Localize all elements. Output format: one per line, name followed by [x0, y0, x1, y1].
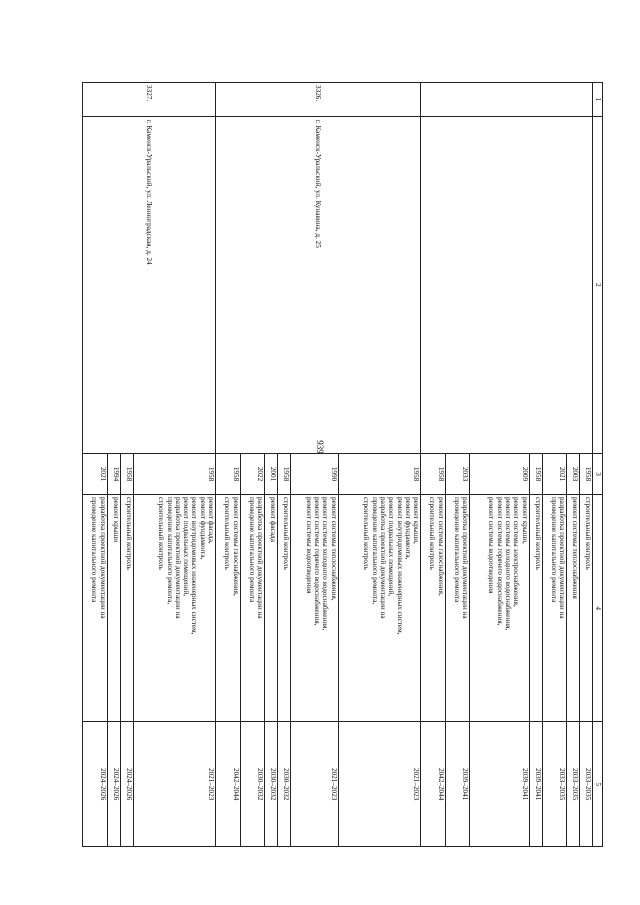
work-line: ремонт системы холодного водоснабжения, — [503, 497, 512, 631]
period-cell: 2024–2026 — [107, 722, 120, 847]
table-row — [580, 83, 593, 847]
work-line: строительный контроль — [584, 497, 592, 570]
work-type-cell — [529, 495, 542, 722]
header-cell-num: 1 — [593, 83, 603, 117]
work-line: ремонт системы горячего водоснабжения, — [495, 497, 504, 626]
address-cell — [421, 116, 593, 453]
work-type-cell — [265, 495, 278, 722]
work-type-cell — [133, 495, 215, 722]
work-type-cell — [470, 495, 529, 722]
table-row — [133, 83, 215, 847]
work-line: ремонт фундамента, — [198, 497, 207, 560]
work-line: ремонт внутридомовых инженерных систем, — [190, 497, 199, 635]
year-cell: 2033 — [445, 453, 470, 494]
work-type-cell — [278, 495, 291, 722]
table-row — [338, 83, 420, 847]
work-line: строительный контроль — [282, 497, 291, 570]
object-number-cell: 3326. — [216, 83, 421, 117]
work-line: строительный контроль — [428, 497, 437, 570]
work-type-cell — [240, 495, 265, 722]
header-cell-address: 2 — [593, 116, 603, 453]
work-line: проведение капитального ремонта — [90, 497, 99, 603]
period-cell: 2042–2044 — [216, 722, 241, 847]
work-line: ремонт системы электроснабжения, — [512, 497, 521, 607]
work-type-cell — [338, 495, 420, 722]
work-type-cell — [107, 495, 120, 722]
work-line: ремонт крыши, — [412, 497, 421, 544]
address-cell: г. Каменск-Уральский, ул. Ленинградская, д. 24 — [83, 116, 216, 453]
year-cell: 1958 — [529, 453, 542, 494]
work-line: строительный контроль — [157, 497, 166, 570]
year-cell: 2021 — [542, 453, 567, 494]
work-line: проведение капитального ремонта — [549, 497, 558, 603]
work-type-cell — [542, 495, 567, 722]
work-type-cell — [83, 495, 108, 722]
year-cell: 1994 — [107, 453, 120, 494]
work-line: проведение капитального ремонта — [247, 497, 256, 603]
work-line: строительный контроль — [362, 497, 371, 570]
period-cell: 2021–2023 — [291, 722, 339, 847]
work-type-cell — [291, 495, 339, 722]
period-cell: 2039–2041 — [529, 722, 542, 847]
work-type-cell — [567, 495, 580, 722]
year-cell: 2022 — [240, 453, 265, 494]
header-cell-period: 5 — [593, 722, 603, 847]
period-cell: 2033–2035 — [567, 722, 580, 847]
period-cell: 2024–2026 — [83, 722, 108, 847]
work-line: проведение капитального ремонта — [452, 497, 461, 603]
header-cell-work: 4 — [593, 495, 603, 722]
repair-schedule-table — [82, 82, 603, 847]
work-line: ремонт системы газоснабжения, — [231, 497, 240, 596]
period-cell: 2033–2035 — [542, 722, 567, 847]
work-line: разработка проектной документации на — [98, 497, 107, 619]
work-line: разработка проектной документации на — [461, 497, 470, 619]
work-line: ремонт подвальных помещений, — [387, 497, 396, 597]
year-cell: 2003 — [567, 453, 580, 494]
period-cell: 2039–2041 — [470, 722, 529, 847]
work-line: разработка проектной документации на — [379, 497, 388, 619]
work-line: проведение капитального ремонта, — [370, 497, 379, 605]
work-line: ремонт системы водоотведения — [304, 497, 313, 594]
work-line: ремонт подвальных помещений, — [182, 497, 191, 597]
period-cell: 2024–2026 — [120, 722, 133, 847]
work-line: ремонт системы теплоснабжения — [571, 497, 580, 599]
page-number: 939 — [315, 440, 325, 454]
work-line: ремонт крыши — [111, 497, 120, 543]
year-cell: 2009 — [470, 453, 529, 494]
period-cell: 2030–2032 — [265, 722, 278, 847]
year-cell: 1990 — [291, 453, 339, 494]
period-cell: 2030–2032 — [278, 722, 291, 847]
work-line: ремонт системы теплоснабжения, — [329, 497, 338, 601]
year-cell: 1958 — [133, 453, 215, 494]
work-line: ремонт фасада, — [207, 497, 216, 544]
period-cell: 2021–2023 — [133, 722, 215, 847]
year-cell: 1958 — [278, 453, 291, 494]
object-number-cell: 3327. — [83, 83, 216, 117]
work-line: разработка проектной документации на — [256, 497, 265, 619]
work-line: строительный контроль — [124, 497, 133, 570]
year-cell: 1958 — [120, 453, 133, 494]
period-cell: 2030–2032 — [240, 722, 265, 847]
work-line: ремонт системы газоснабжения, — [436, 497, 445, 596]
work-line: ремонт системы горячего водоснабжения, — [313, 497, 322, 626]
work-type-cell — [580, 495, 593, 722]
period-cell: 2033–2035 — [580, 722, 593, 847]
period-cell: 2021–2023 — [338, 722, 420, 847]
work-line: ремонт фундамента, — [403, 497, 412, 560]
work-type-cell — [120, 495, 133, 722]
table-body — [83, 83, 593, 847]
address-cell: г. Каменск-Уральский, ул. Кунавина, д. 25 — [216, 116, 421, 453]
work-line: разработка проектной документации на — [173, 497, 182, 619]
work-type-cell — [445, 495, 470, 722]
year-cell: 1958 — [338, 453, 420, 494]
header-row — [593, 83, 603, 847]
work-line: ремонт крыши, — [520, 497, 529, 544]
period-cell: 2039–2041 — [445, 722, 470, 847]
object-number-cell — [421, 83, 593, 117]
work-line: ремонт системы холодного водоснабжения, — [321, 497, 330, 631]
work-line: проведение капитального ремонта, — [165, 497, 174, 605]
year-cell: 1958 — [421, 453, 446, 494]
work-type-cell — [421, 495, 446, 722]
year-cell: 2021 — [83, 453, 108, 494]
work-line: строительный контроль — [223, 497, 232, 570]
year-cell: 1958 — [216, 453, 241, 494]
header-cell-year: 3 — [593, 453, 603, 494]
work-line: ремонт системы водоотведения — [487, 497, 496, 594]
period-cell: 2042–2044 — [421, 722, 446, 847]
year-cell: 2001 — [265, 453, 278, 494]
work-line: ремонт внутридомовых инженерных систем, — [395, 497, 404, 635]
work-line: строительный контроль — [533, 497, 542, 570]
work-type-cell — [216, 495, 241, 722]
rotated-sheet — [82, 82, 603, 847]
year-cell: 1958 — [580, 453, 593, 494]
work-line: ремонт фасада — [269, 497, 278, 542]
work-line: разработка проектной документации на — [558, 497, 567, 619]
